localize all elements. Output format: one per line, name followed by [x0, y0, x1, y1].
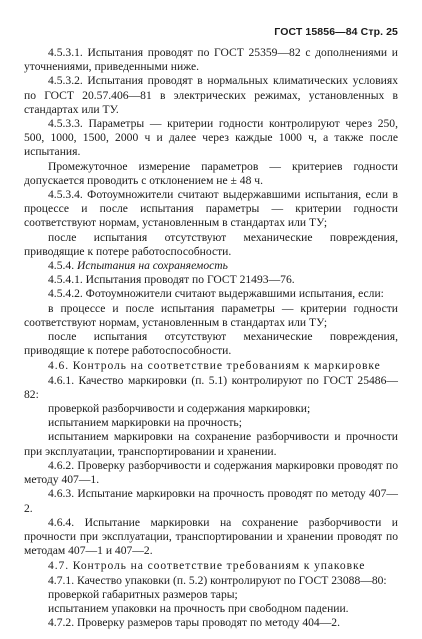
paragraph-4-7-1: 4.7.1. Качество упаковки (п. 5.2) контролируют по ГОСТ 23088—80: [48, 573, 387, 587]
paragraph-no-damage-1: после испытания отсутствуют механические повреждения, приводящие к потере работоспособности. [24, 230, 398, 258]
paragraph-strength-test: испытанием маркировки на прочность; [48, 416, 242, 430]
paragraph-dimension-check: проверкой габаритных размеров тары; [48, 587, 238, 601]
paragraph-4-5-3-2: 4.5.3.2. Испытания проводят в нормальных климатических условиях по ГОСТ 20.57.406—81 в электрических режимах, установленных в стандартах или ТУ. [24, 74, 398, 116]
heading-4-5-4-number: 4.5.4. [48, 259, 75, 273]
paragraph-4-5-3-3: 4.5.3.3. Параметры — критерии годности контролируют через 250, 500, 1000, 1500, 2000 ч и далее через каждые 1000 ч, а также после испытания. [24, 117, 398, 159]
paragraph-preservation-test: испытанием маркировки на сохранение разборчивости и прочности при эксплуатации, транспортировании и хранении. [24, 430, 398, 458]
paragraph-no-damage-2: после испытания отсутствуют механические повреждения, приводящие к потере работоспособности. [24, 330, 398, 358]
heading-4-5-4-title: Испытания на сохраняемость [77, 259, 228, 273]
paragraph-4-7-2: 4.7.2. Проверку размеров тары проводят по методу 404—2. [48, 616, 340, 630]
paragraph-4-5-3-1: 4.5.3.1. Испытания проводят по ГОСТ 25359—82 с дополнениями и уточнениями, приведенными ниже. [24, 46, 398, 74]
paragraph-4-5-4-2: 4.5.4.2. Фотоумножители считают выдержавшими испытания, если: [48, 287, 384, 301]
standard-number: ГОСТ 15856—84 [274, 26, 358, 38]
heading-4-6: 4.6. Контроль на соответствие требованиям к маркировке [48, 359, 381, 373]
paragraph-4-5-3-4: 4.5.3.4. Фотоумножители считают выдержавшими испытания, если в процессе и после испытания параметры — критерии годности соответствуют нормам, установленным в стандартах или ТУ; [24, 188, 398, 230]
paragraph-criteria-conform: в процессе и после испытания параметры — критерии годности соответствуют нормам, установленным в стандартах или ТУ; [24, 301, 398, 329]
document-body [24, 46, 398, 630]
paragraph-4-6-3: 4.6.3. Испытание маркировки на прочность проводят по методу 407—2. [24, 487, 398, 515]
heading-4-5-4 [24, 259, 398, 273]
paragraph-4-6-4: 4.6.4. Испытание маркировки на сохранение разборчивости и прочности при эксплуатации, транспортировании и хранении проводят по методам 407—1 и 407—2. [24, 515, 398, 558]
paragraph-drop-test: испытанием упаковки на прочность при свободном падении. [48, 601, 349, 615]
paragraph-interim-measurement: Промежуточное измерение параметров — критериев годности допускается проводить с отклонением не ± 48 ч. [24, 159, 398, 187]
heading-4-7: 4.7. Контроль на соответствие требованиям к упаковке [48, 559, 366, 573]
page-number: Стр. 25 [360, 26, 398, 38]
paragraph-4-5-4-1: 4.5.4.1. Испытания проводят по ГОСТ 21493—76. [48, 273, 295, 287]
paragraph-4-6-1: 4.6.1. Качество маркировки (п. 5.1) контролируют по ГОСТ 25486—82: [24, 373, 398, 401]
paragraph-legibility-check: проверкой разборчивости и содержания маркировки; [48, 402, 311, 416]
paragraph-4-6-2: 4.6.2. Проверку разборчивости и содержания маркировки проводят по методу 407—1. [24, 458, 398, 487]
page-header [274, 26, 398, 38]
